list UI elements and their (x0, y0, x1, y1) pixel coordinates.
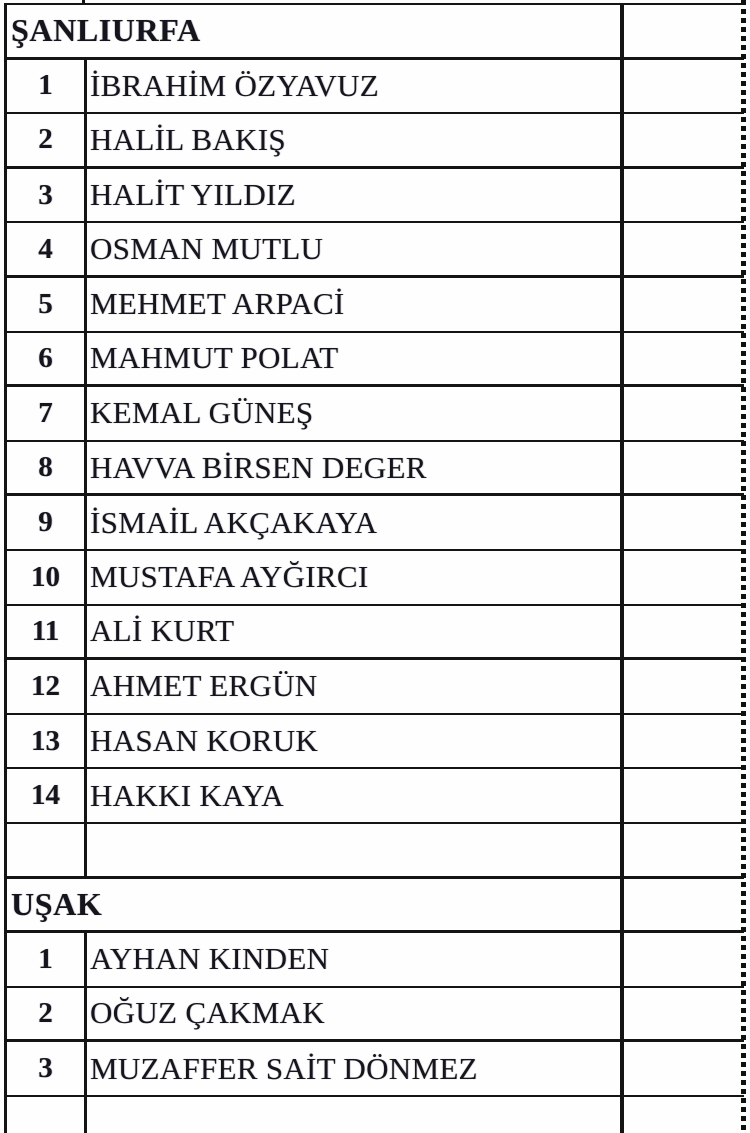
province-name: UŞAK (11, 885, 103, 922)
row-number: 7 (38, 396, 53, 429)
empty-score-cell (624, 496, 744, 549)
candidate-name-cell (87, 496, 624, 549)
empty-score-cell (624, 5, 744, 57)
empty-score-cell (624, 60, 744, 113)
row-number: 3 (38, 178, 53, 211)
candidate-name-cell (87, 933, 624, 986)
table-row (7, 223, 744, 278)
table-row (7, 333, 744, 388)
row-number: 12 (31, 669, 60, 702)
table-row (7, 715, 744, 770)
candidate-name: AYHAN KINDEN (90, 941, 330, 977)
empty-score-cell (624, 114, 744, 166)
empty-score-cell (624, 333, 744, 385)
row-number-cell (7, 933, 87, 986)
empty-score-cell (624, 715, 744, 768)
table-row (7, 278, 744, 333)
row-number: 4 (38, 232, 53, 265)
table-row (7, 387, 744, 442)
candidate-name: HALİT YILDIZ (90, 177, 296, 213)
candidate-name: HALİL BAKIŞ (90, 121, 286, 157)
row-number-cell (7, 387, 87, 440)
candidate-name-cell (87, 223, 624, 275)
candidate-name: HAVVA BİRSEN DEGER (90, 449, 427, 485)
table-row (7, 660, 744, 715)
row-number-cell (7, 114, 87, 166)
candidate-name-cell (87, 278, 624, 331)
candidate-name-cell (87, 114, 624, 166)
empty-score-cell (624, 387, 744, 440)
candidate-name-cell (87, 715, 624, 768)
row-number-cell (7, 769, 87, 822)
row-number: 2 (38, 996, 53, 1029)
candidate-name-cell (87, 169, 624, 222)
row-number: 8 (38, 451, 53, 484)
candidate-name: HASAN KORUK (90, 723, 319, 759)
empty-number-cell (7, 824, 87, 876)
candidate-name: MAHMUT POLAT (90, 340, 339, 376)
empty-score-cell (624, 1042, 744, 1095)
candidate-name: OSMAN MUTLU (90, 231, 324, 267)
candidate-name: KEMAL GÜNEŞ (90, 395, 314, 431)
row-number: 5 (38, 287, 53, 320)
table-row (7, 551, 744, 606)
empty-score-cell (624, 551, 744, 604)
table-row (7, 442, 744, 497)
candidate-name: HAKKI KAYA (90, 777, 284, 813)
province-header-cell (7, 5, 624, 57)
empty-score-cell (624, 769, 744, 822)
candidate-name: MEHMET ARPACİ (90, 286, 345, 322)
row-number-cell (7, 169, 87, 222)
table-row (7, 988, 744, 1043)
empty-score-cell (624, 988, 744, 1040)
candidate-name-cell (87, 333, 624, 385)
candidate-name: AHMET ERGÜN (90, 668, 318, 704)
table-row (7, 769, 744, 824)
province-header-row (7, 879, 744, 934)
row-number-cell (7, 715, 87, 768)
candidate-name: MUZAFFER SAİT DÖNMEZ (90, 1050, 478, 1086)
empty-score-cell (624, 278, 744, 331)
row-number: 6 (38, 341, 53, 374)
empty-score-cell (624, 933, 744, 986)
candidate-name: ALİ KURT (90, 613, 235, 649)
empty-number-cell (7, 1097, 87, 1133)
candidate-name-cell (87, 60, 624, 113)
province-name: ŞANLIURFA (11, 12, 201, 49)
candidate-name: İSMAİL AKÇAKAYA (90, 504, 378, 540)
candidate-name: OĞUZ ÇAKMAK (90, 995, 325, 1031)
row-number: 11 (31, 614, 60, 647)
page-edge-dashed-line (741, 0, 746, 1133)
empty-score-cell (624, 879, 744, 931)
empty-name-cell (87, 824, 624, 876)
row-number: 1 (38, 942, 53, 975)
empty-score-cell (624, 442, 744, 494)
candidate-name: İBRAHİM ÖZYAVUZ (90, 67, 379, 103)
row-number: 1 (38, 69, 53, 102)
row-number-cell (7, 988, 87, 1040)
empty-score-cell (624, 660, 744, 713)
row-number-cell (7, 278, 87, 331)
row-number: 9 (38, 506, 53, 539)
row-number: 13 (31, 724, 60, 757)
table-row (7, 496, 744, 551)
table-row (7, 60, 744, 115)
table-row (7, 933, 744, 988)
province-header-row (7, 5, 744, 60)
candidate-name: MUSTAFA AYĞIRCI (90, 559, 369, 595)
table-row (7, 1042, 744, 1097)
row-number: 3 (38, 1052, 53, 1085)
empty-score-cell (624, 606, 744, 658)
row-number-cell (7, 442, 87, 494)
row-number-cell (7, 60, 87, 113)
row-number-cell (7, 1042, 87, 1095)
row-number-cell (7, 223, 87, 275)
row-number-cell (7, 333, 87, 385)
empty-score-cell (624, 223, 744, 275)
empty-score-cell (624, 824, 744, 876)
row-number-cell (7, 660, 87, 713)
candidate-table (4, 3, 744, 1133)
empty-row (7, 1097, 744, 1133)
candidate-name-cell (87, 660, 624, 713)
table-row (7, 606, 744, 661)
empty-score-cell (624, 169, 744, 222)
candidate-name-cell (87, 1042, 624, 1095)
empty-score-cell (624, 1097, 744, 1133)
candidate-name-cell (87, 988, 624, 1040)
candidate-name-cell (87, 442, 624, 494)
table-row (7, 114, 744, 169)
table-row (7, 169, 744, 224)
row-number-cell (7, 551, 87, 604)
empty-name-cell (87, 1097, 624, 1133)
row-number-cell (7, 496, 87, 549)
candidate-name-cell (87, 769, 624, 822)
candidate-name-cell (87, 606, 624, 658)
candidate-name-cell (87, 551, 624, 604)
row-number: 14 (31, 779, 60, 812)
row-number: 2 (38, 123, 53, 156)
candidate-name-cell (87, 387, 624, 440)
province-header-cell (7, 879, 624, 931)
empty-row (7, 824, 744, 879)
row-number-cell (7, 606, 87, 658)
row-number: 10 (31, 560, 60, 593)
